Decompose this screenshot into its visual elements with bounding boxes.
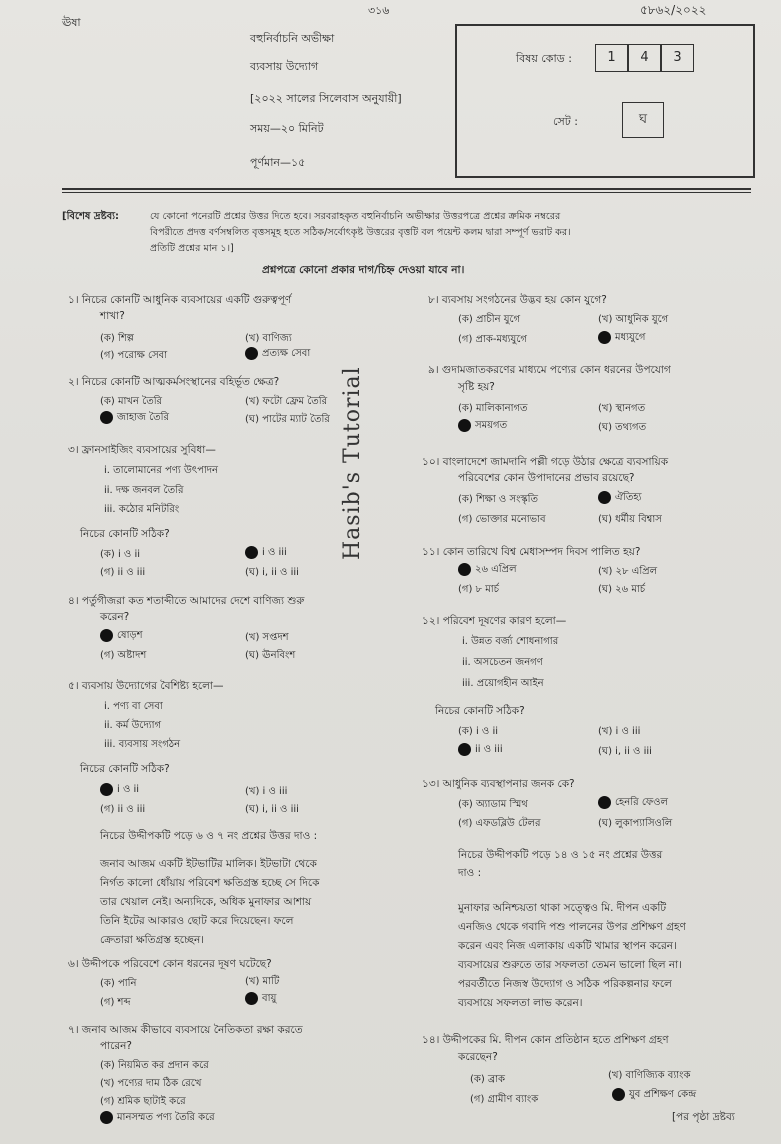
filled-bubble-icon: [245, 992, 258, 1005]
answer-text: বায়ু: [262, 993, 277, 1004]
choose-prompt: নিচের কোনটি সঠিক?: [80, 528, 170, 540]
question-1-cont: শাখা?: [100, 310, 125, 322]
filled-bubble-icon: [100, 629, 113, 642]
option: (গ) শ্রমিক ছাটাই করে: [100, 1096, 186, 1107]
option: (ক) i ও ii: [458, 726, 499, 737]
option: (ঘ) ঊনবিংশ: [245, 650, 296, 661]
answer-option: [100, 782, 139, 799]
option: (ঘ) লুকাপ্যাসিওলি: [598, 818, 673, 829]
answer-text: সময়গত: [475, 420, 508, 431]
question-10: ১০। বাংলাদেশে জামদানি পল্লী গড়ে উঠার ক্ষেত্রে ব্যবসায়িক: [422, 456, 669, 468]
answer-text: যুব প্রশিক্ষণ কেন্দ্র: [629, 1089, 697, 1100]
question-4-cont: করেন?: [100, 611, 130, 623]
filled-bubble-icon: [458, 743, 471, 756]
question-13: ১৩। আধুনিক ব্যবস্থাপনার জনক কে?: [422, 778, 575, 790]
exam-title: বহুনির্বাচনি অভীক্ষা: [250, 32, 335, 45]
stimulus-intro: দাও :: [458, 867, 482, 879]
answer-text: ষোড়শ: [117, 630, 143, 641]
question-12: ১২। পরিবেশ দূষণের কারণ হলো—: [422, 615, 567, 627]
option: (খ) বাণিজ্যিক ব্যাংক: [608, 1070, 691, 1081]
answer-text: i ও iii: [262, 547, 287, 558]
option: (ঘ) i, ii ও iii: [245, 567, 299, 578]
answer-text: ii ও iii: [475, 744, 503, 755]
answer-text: মধ্যযুগে: [615, 332, 646, 343]
stimulus-line: পরবর্তীতে নিজস্ব উদ্যোগ ও সঠিক পরিকল্পনার ফলে: [458, 978, 672, 990]
question-14: ১৪। উদ্দীপকের মি. দীপন কোন প্রতিষ্ঠান হতে প্রশিক্ষণ গ্রহণ: [422, 1034, 669, 1046]
answer-option: [245, 545, 287, 562]
question-2: ২। নিচের কোনটি আত্মকর্মসংস্থানের বহির্ভূত ক্ষেত্র?: [68, 376, 280, 388]
statement: i. উন্নত বর্জ্য শোধনাগার: [462, 636, 559, 647]
filled-bubble-icon: [100, 411, 113, 424]
answer-text: ঐতিহ্য: [615, 492, 642, 503]
filled-bubble-icon: [458, 419, 471, 432]
subject-code-digit: 3: [661, 44, 694, 72]
question-5: ৫। ব্যবসায় উদ্যোগের বৈশিষ্ট্য হলো—: [68, 680, 224, 692]
subject-code-label: বিষয় কোড :: [516, 52, 572, 65]
answer-option: [612, 1087, 696, 1104]
instructions-line: প্রতিটি প্রশ্নের মান ১।]: [150, 243, 234, 254]
option: (খ) i ও iii: [245, 786, 288, 797]
filled-bubble-icon: [598, 331, 611, 344]
filled-bubble-icon: [612, 1088, 625, 1101]
option: (ঘ) i, ii ও iii: [598, 746, 652, 757]
option: (খ) ফটো ফ্রেম তৈরি: [245, 396, 328, 407]
answer-option: [598, 330, 645, 347]
instructions-label: [বিশেষ দ্রষ্টব্য:: [62, 211, 120, 222]
answer-option: [458, 418, 507, 435]
option: (গ) ii ও iii: [100, 567, 146, 578]
answer-text: ২৬ এপ্রিল: [475, 564, 517, 575]
option: (খ) পণ্যের দাম ঠিক রেখে: [100, 1078, 202, 1089]
stimulus-line: ব্যবসায়ের শুরুতে তার সফলতা তেমন ভালো ছিল না।: [458, 959, 682, 971]
question-6: ৬। উদ্দীপকে পরিবেশে কোন ধরনের দূষণ ঘটেছে?: [68, 958, 272, 970]
option: (ক) শিল্প: [100, 333, 134, 344]
option: (ক) অ্যাডাম স্মিথ: [458, 799, 528, 810]
stimulus-line: ব্যবসায়ে সফলতা লাভ করেন।: [458, 997, 583, 1009]
answer-option: [598, 490, 642, 507]
set-value: ঘ: [622, 102, 664, 138]
option: (খ) ২৮ এপ্রিল: [598, 566, 658, 577]
answer-option: [598, 795, 668, 812]
option: (খ) i ও iii: [598, 726, 641, 737]
stimulus-line: জনাব আজম একটি ইটভাটির মালিক। ইটভাটা থেকে: [100, 858, 317, 870]
choose-prompt: নিচের কোনটি সঠিক?: [80, 763, 170, 775]
stimulus-line: তার খেয়াল নেই। অন্যদিকে, অধিক মুনাফার আশায়: [100, 896, 312, 908]
divider: [62, 192, 751, 193]
option: (খ) স্থানগত: [598, 403, 646, 414]
stimulus-line: করেন এবং নিজ এলাকায় একটি খামার স্থাপন করেন।: [458, 940, 677, 952]
watermark-text: Hasib's Tutorial: [340, 366, 365, 560]
answer-text: প্রত্যক্ষ সেবা: [262, 348, 311, 359]
statement: i. পণ্য বা সেবা: [104, 701, 163, 712]
question-10-cont: পরিবেশের কোন উপাদানের প্রভাব রয়েছে?: [458, 472, 635, 484]
statement: ii. অসচেতন জনগণ: [462, 657, 543, 668]
option: (গ) ৮ মার্চ: [458, 584, 500, 595]
option: (ক) মালিকানাগত: [458, 403, 528, 414]
answer-text: i ও ii: [117, 784, 140, 795]
stimulus-line: মুনাফার অনিশ্চয়তা থাকা সত্ত্বেও মি. দীপন একটি: [458, 902, 667, 914]
option: (ঘ) পাটের ম্যাট তৈরি: [245, 414, 330, 425]
top-label: ঊষা: [62, 16, 81, 29]
instructions-line: বিপরীতে প্রদত্ত বর্ণসম্বলিত বৃত্তসমূহ হতে সঠিক/সর্বোৎকৃষ্ট উত্তরের বৃত্তটি বল পয়েন্ট কলম দ্বারা সম্পূর্ণ ভরাট কর।: [150, 227, 571, 238]
option: (ক) শিক্ষা ও সংস্কৃতি: [458, 494, 538, 505]
option: (গ) পরোক্ষ সেবা: [100, 350, 168, 361]
answer-option: [100, 628, 143, 645]
option: (ঘ) ২৬ মার্চ: [598, 584, 646, 595]
question-3: ৩। ফ্রানসাইজিং ব্যবসায়ের সুবিধা—: [68, 444, 216, 456]
statement: iii. ব্যবসায় সংগঠন: [104, 739, 181, 750]
answer-option: [245, 346, 310, 363]
subject-code-digit: 1: [595, 44, 628, 72]
stimulus-line: ক্রেতারা ক্ষতিগ্রস্ত হচ্ছেন।: [100, 934, 204, 946]
stimulus-intro: নিচের উদ্দীপকটি পড়ে ৬ ও ৭ নং প্রশ্নের উত্তর দাও :: [100, 830, 318, 842]
option: (গ) অষ্টাদশ: [100, 650, 147, 661]
option: (গ) ii ও iii: [100, 804, 146, 815]
divider: [62, 188, 751, 190]
answer-option: [245, 991, 276, 1008]
option: (ক) নিয়মিত কর প্রদান করে: [100, 1060, 209, 1071]
time-limit: সময়—২০ মিনিট: [250, 122, 324, 135]
statement: iii. কঠোর মনিটরিং: [104, 504, 180, 515]
paper-code: ৫৮৬২/২০২২: [640, 3, 707, 17]
choose-prompt: নিচের কোনটি সঠিক?: [435, 705, 525, 717]
option: (খ) আধুনিক যুগে: [598, 314, 669, 325]
question-1: ১। নিচের কোনটি আধুনিক ব্যবসায়ের একটি গুরুত্বপূর্ণ: [68, 294, 292, 306]
option: (খ) সপ্তদশ: [245, 632, 289, 643]
option: (গ) গ্রামীণ ব্যাংক: [470, 1094, 539, 1105]
option: (ঘ) ধর্মীয় বিশ্বাস: [598, 514, 662, 525]
statement: iii. প্রয়োগহীন আইন: [462, 678, 544, 689]
question-9-cont: সৃষ্টি হয়?: [458, 381, 495, 393]
answer-option: [100, 410, 169, 427]
question-14-cont: করেছেন?: [458, 1051, 498, 1063]
filled-bubble-icon: [598, 796, 611, 809]
option: (ঘ) তথ্যগত: [598, 422, 647, 433]
filled-bubble-icon: [458, 563, 471, 576]
stimulus-line: তিনি ইটের আকারও ছোট করে দিয়েছেন। ফলে: [100, 915, 294, 927]
answer-text: জাহাজ তৈরি: [117, 412, 170, 423]
option: (খ) বাণিজ্য: [245, 333, 292, 344]
full-marks: পূর্ণমান—১৫: [250, 156, 306, 169]
stimulus-line: নির্গত কালো ধোঁয়ায় পরিবেশ ক্ষতিগ্রস্ত হচ্ছে সে দিকে: [100, 877, 320, 889]
answer-option: [458, 742, 503, 759]
option: (ক) i ও ii: [100, 549, 141, 560]
question-7-cont: পারেন?: [100, 1040, 133, 1052]
question-9: ৯। গুদামজাতকরণের মাধ্যমে পণ্যের কোন ধরনের উপযোগ: [428, 364, 671, 376]
filled-bubble-icon: [245, 347, 258, 360]
statement: ii. কর্ম উদ্যোগ: [104, 720, 162, 731]
answer-text: মানসম্মত পণ্য তৈরি করে: [117, 1112, 215, 1123]
statement: i. তালোমানের পণ্য উৎপাদন: [104, 465, 218, 476]
subject-name: ব্যবসায় উদ্যোগ: [250, 60, 319, 73]
syllabus-note: [২০২২ সালের সিলেবাস অনুযায়ী]: [250, 92, 402, 105]
option: (গ) ভোক্তার মনোভাব: [458, 514, 546, 525]
stimulus-intro: নিচের উদ্দীপকটি পড়ে ১৪ ও ১৫ নং প্রশ্নের উত্তর: [458, 849, 663, 861]
option: (গ) প্রাক-মধ্যযুগে: [458, 334, 527, 345]
option: (ক) পানি: [100, 978, 137, 989]
option: (ক) মাখন তৈরি: [100, 396, 163, 407]
answer-option: [100, 1110, 215, 1127]
page-number: ৩১৬: [368, 4, 390, 17]
question-8: ৮। ব্যবসায় সংগঠনের উদ্ভব হয় কোন যুগে?: [428, 294, 607, 306]
answer-option: [458, 562, 517, 579]
question-11: ১১। কোন তারিখে বিশ্ব মেধাসম্পদ দিবস পালিত হয়?: [422, 546, 641, 558]
subject-code-digit: 4: [628, 44, 661, 72]
instructions-line: যে কোনো পনেরটি প্রশ্নের উত্তর দিতে হবে। সরবরাহকৃত বহুনির্বাচনি অভীক্ষার উত্তরপত্রে প্রশ্নের ক্রমিক নম্বরের: [150, 211, 561, 222]
stimulus-line: এনজিও থেকে গবাদি পশু পালনের উপর প্রশিক্ষণ গ্রহণ: [458, 921, 686, 933]
answer-text: হেনরি ফেওল: [615, 797, 668, 808]
option: (গ) এফডব্লিউ টেলর: [458, 818, 541, 829]
question-7: ৭। জনাব আজম কীভাবে ব্যবসায়ে নৈতিকতা রক্ষা করতে: [68, 1024, 303, 1036]
option: (ক) ব্রাক: [470, 1074, 505, 1085]
next-page-note: [পর পৃষ্ঠা দ্রষ্টব্য: [672, 1111, 735, 1123]
filled-bubble-icon: [100, 1111, 113, 1124]
question-4: ৪। পর্তুগীজরা কত শতাব্দীতে আমাদের দেশে বাণিজ্য শুরু: [68, 595, 305, 607]
option: (খ) মাটি: [245, 976, 280, 987]
filled-bubble-icon: [100, 783, 113, 796]
filled-bubble-icon: [245, 546, 258, 559]
option: (ক) প্রাচীন যুগে: [458, 314, 521, 325]
statement: ii. দক্ষ জনবল তৈরি: [104, 485, 184, 496]
set-label: সেট :: [553, 115, 578, 128]
warning-line: প্রশ্নপত্রে কোনো প্রকার দাগ/চিহ্ন দেওয়া যাবে না।: [262, 264, 465, 276]
filled-bubble-icon: [598, 491, 611, 504]
option: (গ) শব্দ: [100, 997, 131, 1008]
option: (ঘ) i, ii ও iii: [245, 804, 299, 815]
